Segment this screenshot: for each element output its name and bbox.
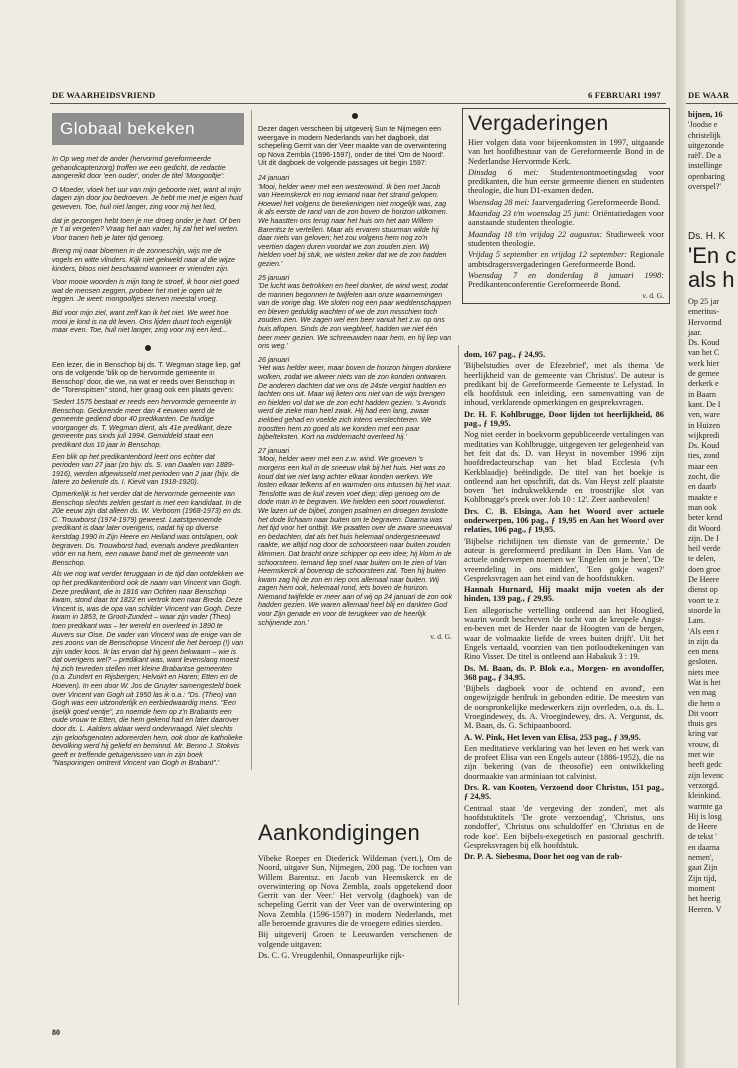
column-1: [52, 113, 244, 771]
next-line: heil verde: [688, 544, 721, 554]
benschop-article: [52, 361, 244, 768]
next-title-line: als h: [688, 267, 735, 292]
next-line: derkerk e: [688, 379, 719, 389]
diary-date: 25 januari: [258, 273, 290, 282]
next-line: emeritus-: [688, 307, 719, 317]
meeting-date: Dinsdag 6 mei:: [468, 167, 539, 177]
section-bullet: [145, 345, 151, 351]
next-line: Hervormd: [688, 317, 722, 327]
next-line: instellinge: [688, 161, 723, 171]
nova-zembla-intro: Dezer dagen verscheen bij uitgeverij Sun te Nijmegen een weergave in modern Nederlands van het dagboek, dat schepeling Gerrit van der Veer maakte van de overwintering op Nova Zembla (1596-1597), onder de titel 'Om de Noord'. Uit dit dagboek de volgende passages uit begin 1597:: [258, 125, 447, 168]
next-line: Hij is losg: [688, 811, 722, 821]
next-line: niets mee: [688, 667, 720, 677]
diary-date: 27 januari: [258, 446, 290, 455]
book-description: Centraal staat 'de vergeving der zonden', met als hoofdstuktitels 'De grote verzoendag', 'Christus, ons zondoffer', 'Christus ons schuldoffer' en 'Christus en de rode koe'. Een bijbels-exegetisch en pastoraal geschrift. Gespreksvragen bij elk hoofdstuk.: [464, 803, 664, 850]
next-line: ven, ware: [688, 410, 720, 420]
meeting-item: [468, 198, 664, 207]
next-line: Ds. Koud: [688, 441, 720, 451]
next-line: van het C: [688, 348, 720, 358]
book-entry: A. W. Pink, Het leven van Elisa, 253 pag., ƒ 39,95.: [464, 732, 641, 742]
next-byline: Ds. H. K: [688, 231, 726, 242]
next-line: overspel?': [688, 182, 721, 192]
next-line: en daarna: [688, 842, 720, 852]
next-line: nemen',: [688, 853, 714, 863]
book-description: Een meditatieve verklaring van het leven en het werk van de profeet Elisa van een Engels auteur (1886-1952), die na zijn bekering (van de theosofie) een ontwikkeling doormaakte van arminiaan tot calvinist.: [464, 743, 664, 781]
next-line: moment: [688, 883, 715, 893]
next-line: verzorgd.: [688, 780, 719, 790]
article-paragraph: Een lezer, die in Benschop bij ds. T. Wegman stage liep, gaf ons de volgende 'blik op de hervormde gemeente in Benschop' door, die we, na wat er reeds over Benschop in de "Torenspitsen" stond, hier graag ook een plaats geven:: [52, 360, 241, 395]
poem-stanza: Bid voor mijn ziel, want zelf kan ik het niet. We weet hoe mooi je kind is na dit leven. Ons lijden duurt toch eigenlijk maar even. Toe, huil niet langer, zing voor mij een lied...: [52, 308, 232, 335]
article-paragraph: Opmerkelijk is het verder dat de hervormde gemeente van Benschop slechts zelden gestart is met een kandidaat. In de 20e eeuw zijn dat alleen ds. W. Verboom (1968-1973) en ds. C. Trouwborst (1974-1979) geweest. Laatstgenoemde predikant is daar later overigens, nadat hij op diverse kerstdag 1990 in Zijn Heere en Heiland was ontslapen, ook begraven. Ds. Trouwborst had, evenals andere predikanten vóór en na hem, een nauwe band met de gemeente van Benschop.: [52, 490, 243, 567]
book-entry: Ds. M. Baan, ds. P. Blok e.a., Morgen- en avondoffer, 368 pag., ƒ 34,95.: [464, 663, 664, 682]
next-line: dienst op: [688, 585, 718, 595]
next-bottom-text: [688, 297, 724, 915]
announcement-paragraph: Vibeke Roeper en Diederick Wildeman (vert.), Om de Noord, uitgave Sun, Nijmegen, 200 pag. 'De tochten van Willem Barentsz. en Jacob van Heemskerck en de overwintering op Nova Zembla, zoals opgetekend door Gerrit van der Veer.' Het vervolg (dagboek) van de schepeling Gerrit van der Veer van de overwintering op Nova Zembla (1596-1597) in modern Nederlands, met alle beroemde gravures die de vroegere edities sierden.: [258, 854, 452, 929]
page-gutter: [676, 0, 686, 1068]
book-entry: Dr. H. F. Kohlbrugge, Door lijden tot heerlijkheid, 86 pag., ƒ 19,95.: [464, 409, 664, 429]
next-line: 'Als een r: [688, 626, 720, 636]
book-description: 'Bijbelse richtlijnen ten dienste van de gemeente.' De auteur is gereformeerd predikant in Den Ham. Van de actuele onderwerpen noemen we 'Engelen om je heen', 'De vreemdeling in ons midden', 'Een gokje wagen?' Gespreksvragen aan het eind van de hoofdstukken.: [464, 536, 664, 583]
next-line: bijnen, 16: [688, 110, 723, 119]
next-line: raël'. De a: [688, 151, 722, 161]
meeting-text: Studieweek voor studenten theologie.: [468, 229, 664, 248]
next-line: in Baarn: [688, 389, 716, 399]
diary-text: 'Mooi, helder weer met een z.w. wind. We groeven 's morgens een kuil in de sneeuw vlak bij het huis. Het was zo koud dat we niet lang achter elkaar konden werken. We losten elkaar telkens af en warmden ons intussen bij het vuur. Tenslotte was de kuil zeven voet diep; diep genoeg om de dode man in te begraven. We hielden een soort rouwdienst. We lazen uit de bijbel, zongen psalmen en droegen tenslotte het dode lichaam naar buiten om te begraven. Daarna was het tijd voor het ontbijt. We praatten over de zware sneeuwval en bedachten, dat als het huis helemaal ondergesneeuwd raakte, we altijd nog door de schoorsteen naar buiten zouden klimmen. Dat bracht onze schipper op een idee; hij klom in de schoorsteen. Iemand liep snel naar buiten om te zien of Van Heemskerck al bovenop de schoorsteen zat. Toen hij buiten kwam zag hij de zon en riep ons allemaal naar buiten. Wij zagen hem ook, helemaal rond, iets boven de horizon. Niemand twijfelde er meer aan of wij op 24 januari de zon ook hadden gezien. We waren allemaal heel blij en dankten God voor Zijn genade en voor de terugkeer van de heerlijk schijnende zon.': [258, 455, 453, 627]
next-line: Op 25 jar: [688, 297, 719, 306]
book-description: 'Bijbelstudies over de Efezebrief', met als thema 'de heerlijkheid van de gemeente van Christus'. De auteur is predikant bij de Gereformeerde Gemeente te Lelystad. In elk hoofdstuk een inleiding, een samenvatting van de inhoud, verklarende opmerkingen en gespreksvragen.: [464, 361, 664, 408]
column-divider-1: [251, 110, 252, 770]
book-entry: Drs. C. B. Elsinga, Aan het Woord over actuele onderwerpen, 106 pag., ƒ 19,95 en Aan het Woord over relaties, 106 pag., ƒ 19,95.: [464, 506, 664, 535]
next-line: heeft gedc: [688, 760, 722, 770]
vergaderingen-title: Vergaderingen: [468, 112, 609, 135]
poem-section: [52, 155, 244, 335]
next-line: gesloten.: [688, 657, 718, 667]
next-line: werk hier: [688, 358, 720, 368]
book-entry: dom, 167 pag., ƒ 24,95.: [464, 350, 546, 359]
meeting-date: Maandag 23 t/m woensdag 25 juni:: [468, 209, 590, 219]
issue-date: 6 FEBRUARI 1997: [588, 90, 661, 100]
next-article-title: [688, 244, 736, 292]
next-line: maar een: [688, 461, 718, 471]
diary-text: 'Mooi, helder weer met een westenwind. Ik ben met Jacob van Heemskerck en nog iemand naar het strand gelopen. Hoewel het volgens de berekeningen niet mogelijk was, zag ik als eerste de rand van de zon boven de horizon uitkomen. We haastten ons terug naar het huis om het aan Willem Barentsz te vertellen. Maar als ervaren stuurman wilde hij daar niets van geloven; het zou volgens hem nog zo'n veertien dagen duren voordat we zon zouden zien. Wij hielden voet bij stuk, we wisten zeker dat we de zon hadden gezien.': [258, 182, 448, 268]
next-line: die hem o: [688, 698, 721, 708]
next-line: kleinkind.: [688, 791, 721, 801]
article-paragraph: Als we nog wat verder teruggaan in de tijd dan ontdekken we op het predikantenbord ook de naam van Vincent van Gogh. Deze predikant, die in 1816 van Ochten naar Benschop kwam, stond daar tot 1822 en vertrok toen naar Breda. Deze Vincent is, was de opa van schilder Vincent van Gogh. Deze kwam in 1853, te Groot-Zundert – waar zijn vader (Theo) toen predikant was – ter wereld en overleed in 1890 te Auvers sur Oise. De vader van Vincent was de enige van de zes zoons van de Benschopse Vincent die het beroep (!) van zijn vader koos. Ik las ervan dat hij geen bekwaam – wie is dat overigens wel? – predikant was, want levenslang moest hij zich tevreden stellen met kleine Brabantse gemeenten (o.a. Zundert en Rijsbergen; Helvoirt en Haren; Etten en de Hoeven). In een door W. Jos de Gruyter samengesteld boek over Vincent van Gogh uit 1950 las ik o.a.: "Ds. (Theo) van Gogh was een uitzonderlijk en eerbiedwaardig mens. "Een ijselijk goed ventje", zo noemde hem op z'n Brabants een oude vrouw te Etten, die hem gekend had en later daarover door ds. L. Aalders aldaar werd ondervraagd. Niet slechts zijn geloofsgenoten adoreerden hem, ook door de katholieke bevolking werd hij geliefd en beminnd. Mr. Benno J. Stokvis geeft er treffende getuigenissen van in zijn boek "Nasporingen omtrent Vincent van Gogh in Brabant".': [52, 570, 244, 768]
next-line: uitgezonde: [688, 140, 724, 150]
next-line: ven mag: [688, 688, 716, 698]
next-line: wijkpredi: [688, 430, 720, 440]
poem-stanza: dat je gezongen hebt toen je me droeg onder je hart. Of ben je 't al vergeten? Vraag het aan vader, hij zal het wel weten. Voor tranen heb je later tijd genoeg.: [52, 216, 241, 242]
vergaderingen-intro: Hier volgen data voor bijeenkomsten in 1997, uitgaande van het hoofdbestuur van de Gereformeerde Bond in de Nederlandse Hervormde Kerk.: [468, 138, 664, 166]
next-line: Heeren. V: [688, 904, 722, 914]
next-line: De Heere: [688, 575, 720, 585]
book-entry: Dr. P. A. Siebesma, Door het oog van de rab-: [464, 852, 623, 862]
announcement-paragraph: Ds. C. G. Vreugdenhil, Onnaspeurlijke rijk-: [258, 950, 405, 960]
next-line: zocht, die: [688, 472, 720, 482]
next-line: kring var: [688, 729, 718, 739]
column-2: [258, 113, 452, 641]
next-header-rule: [686, 103, 738, 104]
diary-date: 24 januari: [258, 173, 290, 182]
publication-header: DE WAARHEIDSVRIEND: [52, 90, 156, 100]
diary-signature: v. d. G.: [430, 632, 452, 642]
next-line: kant. De I: [688, 399, 721, 409]
aankondigingen-body: [258, 854, 452, 960]
vergaderingen-box: [462, 108, 670, 304]
poem-stanza: O Moeder, vloek het uur van mijn geboorte niet, want al mijn dagen zijn door jou bedroeven. Je hebt me met je eigen huid geweven. Toe, huil niet langer, zing voor mij het lied,: [52, 185, 243, 211]
meeting-text: Regionale ambtsdragersvergaderingen Gereformeerde Bond.: [468, 250, 664, 269]
next-line: de Heere: [688, 822, 718, 832]
next-line: en daarb: [688, 482, 716, 492]
column-divider-2: [458, 345, 459, 1005]
next-line: in zijn da: [688, 636, 719, 646]
book-entry: Drs. R. van Kooten, Verzoend door Christus, 151 pag., ƒ 24,95.: [464, 783, 664, 802]
next-line: vrouw, di: [688, 739, 719, 749]
next-line: jaar.: [688, 327, 702, 337]
next-line: maakte e: [688, 492, 718, 502]
next-line: dit Woord: [688, 523, 721, 533]
meeting-item: [468, 250, 664, 269]
next-line: Dit voorr: [688, 708, 719, 718]
nova-zembla-diary: [258, 174, 452, 627]
book-description: Nog niet eerder in boekvorm gepubliceerde vertalingen van meditaties van Kohlbrugge, uitgegeven ter gelegenheid van het feit dat ds. D. van Heyst in november 1996 zijn hoofdredacteurschap van het blad Ecclesia (v/h Kerkblaadje) beëindigde. De titel van het boekje is ontleend aan het opschrift, dat ds. Van Heyst zelf plaatste boven 'het indrukwekkende en troostrijke slot van Kohlbrugge's preek over Job 10 : 12'. Zeer aanbevolen!: [464, 430, 664, 505]
next-line: openbaring: [688, 171, 725, 181]
meeting-item: [468, 230, 664, 249]
meeting-text: Jaarvergadering Gereformeerde Bond.: [531, 197, 661, 207]
diary-text: 'Het was helder weer, maar boven de horizon hingen donkere wolken, zodat we alweer niets van de zon konden ontwaren. De anderen dachten dat we ons de 24ste vergist hadden en lachten ons uit. Maar wij lieten ons niet van de wijs brengen en hielden vol dat we de zon echt hadden gezien. 's Avonds werd de zieke man heel zwak. Hij had een lang, zwaar ziekbed gehad en voelde zich intens verslechteren. We troostten hem zo goed als we konden met een paar bijbelteksten. Kort na middernacht overleed hij.': [258, 364, 452, 442]
meeting-item: [468, 168, 664, 196]
next-line: zijn levenc: [688, 770, 724, 780]
next-line: man ook: [688, 502, 717, 512]
meeting-text: Studentenontmoetingsdag voor predikanten, die hun eerste gemeente dienen en studenten theologie, die hun D1-examen deden.: [468, 167, 664, 196]
next-line: beter kend: [688, 513, 723, 523]
poem-stanza: Breng mij naar bloemen in de zonneschijn, wijs me de vogels en witte vlinders. Kijk niet gekweld naar al die wijze kinders, bloos niet beschaamd wanneer er vrienden zijn.: [52, 247, 235, 273]
poem-stanza: Voor mooie woorden is mijn tong te stroef, ik hoor niet goed wat de mensen zeggen, probeer het met je ogen uit te leggen. Je weet: mongooltjes sterven meestal vroeg.: [52, 278, 240, 304]
section-bullet: [352, 113, 358, 119]
next-top-text: [688, 110, 725, 192]
meeting-date: Maandag 18 t/m vrijdag 22 augustus:: [468, 229, 603, 239]
next-line: voort te z: [688, 595, 719, 605]
next-line: te delen,: [688, 554, 716, 564]
next-line: met wie: [688, 750, 715, 760]
next-line: de tekst ': [688, 832, 717, 842]
meeting-item: [468, 271, 664, 290]
next-line: 'Joodse e: [688, 120, 718, 130]
next-line: warmte ga: [688, 801, 723, 811]
book-entry: Hannah Hurnard, Hij maakt mijn voeten als der hinden, 139 pag., ƒ 29,95.: [464, 585, 664, 604]
book-description: Een allegorische vertelling ontleend aan het Hooglied, waarin wordt beschreven 'de tocht van de kreupele Angst-en-beven met de Herder naar de Hoogten van de bergen, waar de volmaakte liefde de vrees buiten drijft'. Uit het Engels vertaald, voorzien van tien potloodtekeningen van Rino Visser. De titel is ontleend aan Habakuk 3 : 19.: [464, 605, 664, 662]
meeting-text: Predikantenconferentie Gereformeerde Bond.: [468, 280, 621, 290]
next-line: ties, zond: [688, 451, 720, 461]
vergaderingen-body: [468, 138, 664, 289]
next-page-header: DE WAAR: [688, 90, 730, 100]
next-line: Lam.: [688, 616, 706, 626]
meeting-text: Oriëntatiedagen voor aanstaande studenten theologie.: [468, 209, 665, 228]
next-line: doen groe: [688, 564, 721, 574]
next-line: gaat Zijn: [688, 863, 718, 873]
aankondigingen-section: [258, 820, 452, 962]
diary-text: 'De lucht was betrokken en heel donker, de wind west, zodat de mannen begonnen te twijfelen aan onze waarnemingen van de vorige dag. We sloten nog een paar weddenschappen en bleven geduldig wachten of we de zon misschien toch zouden zien. We zagen wel een beer vanuit het z.w. op ons huis aflopen. Sinds de zon wegbleef, hadden we niet één beer meer gezien. We schreeuwden naar hem, en hij liep van ons weg.': [258, 282, 452, 351]
meeting-date: Woensdag 7 en donderdag 8 januari 1998:: [468, 270, 664, 280]
next-line: christelijk: [688, 130, 721, 140]
article-paragraph: 'Sedert 1575 bestaat er reeds een hervormde gemeente in Benschop. Gedurende meer dan 4 eeuwen werd de gemeente gediend door 40 predikanten. De huidige voorganger ds. T. Wegman dient, als 41e predikant, deze gemeente pas sinds juli 1994. Gemiddeld staat een predikant dus 10 jaar in Benschop.: [52, 398, 236, 450]
aankondigingen-title: Aankondigingen: [258, 820, 421, 845]
page-number: 80: [52, 1028, 60, 1037]
next-line: Zijn tijd,: [688, 873, 717, 883]
header-rule: [50, 103, 666, 104]
announcement-paragraph: Bij uitgeverij Groen te Leeuwarden verschenen de volgende uitgaven:: [258, 930, 452, 949]
next-page: [686, 0, 738, 1068]
diary-date: 26 januari: [258, 355, 290, 364]
next-line: de gemee: [688, 369, 720, 379]
next-line: zijn. De I: [688, 533, 719, 543]
column-3-books: [464, 350, 664, 863]
book-description: 'Bijbels dagboek voor de ochtend en avond', een ongewijzigde herdruk in gebonden editie. De meesten van de oorspronkelijke medewerkers zijn overleden, o.a. ds. L. Vroegindewey, ds. A. Vroegindewey, drs. A. Vergunst, ds. M. Baan, ds. G. Schipaanboord.: [464, 684, 664, 731]
next-line: in Huizen: [688, 420, 721, 430]
vergaderingen-signature: v. d. G.: [642, 291, 664, 301]
poem-intro: In Op weg met de ander (hervormd gereformeerde gehandicaptenzorg) troffen we een gedicht, de redactie aangereikt door 'een ouder', onder de titel 'Mongooltje':: [52, 155, 226, 181]
next-line: Ds. Koud: [688, 338, 720, 348]
article-paragraph: Een blik op het predikantenbord leert ons echter dat perioden van 27 jaar (zo bijv. ds. S. van Daalen van 1889-1916), werden afgewisseld met perioden van 2 jaar (bijv. de latere zo bekende ds. I. Kievit van 1918-1920).: [52, 452, 240, 487]
meeting-date: Woensdag 28 mei:: [468, 197, 530, 207]
next-line: stoorde lo: [688, 605, 721, 615]
globaal-bekeken-title: Globaal bekeken: [52, 113, 244, 145]
meeting-item: [468, 209, 664, 228]
next-title-line: 'En c: [688, 243, 737, 268]
next-line: thuis ges: [688, 719, 717, 729]
next-line: Wat is het: [688, 677, 721, 687]
next-line: het heerig: [688, 894, 721, 904]
next-line: een mens: [688, 647, 719, 657]
meeting-date: Vrijdag 5 september en vrijdag 12 september:: [468, 250, 628, 260]
